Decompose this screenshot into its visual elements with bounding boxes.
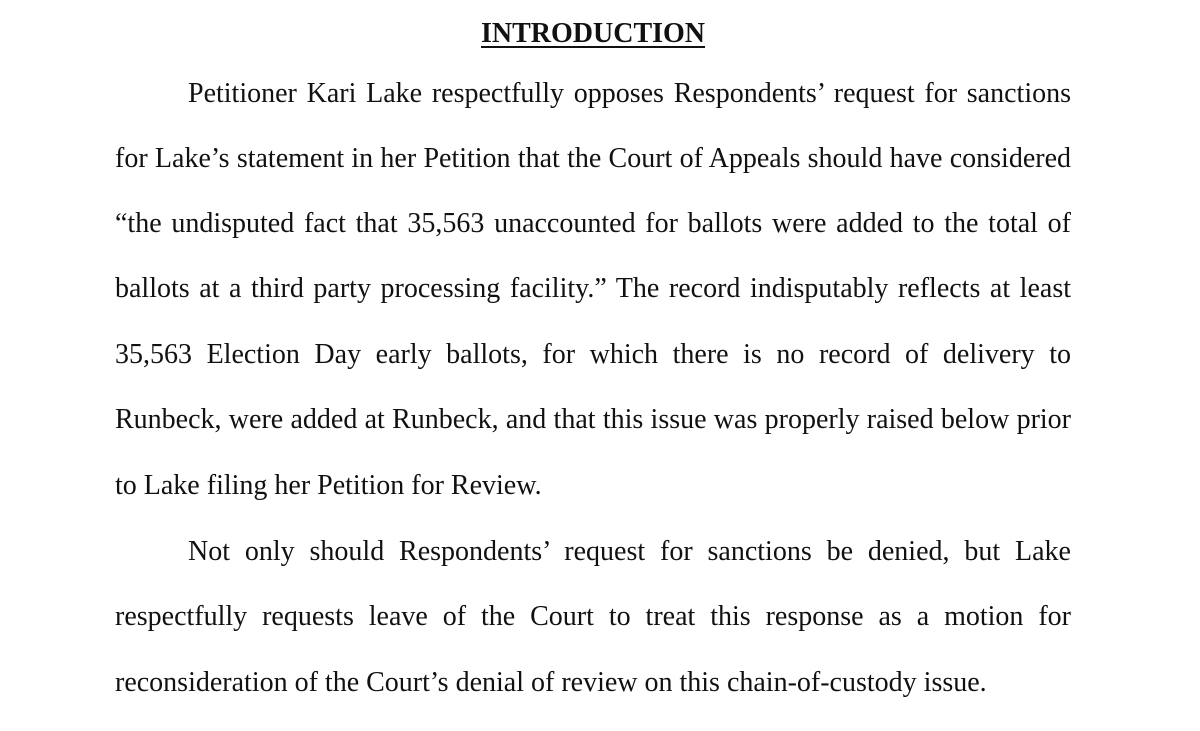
section-heading: INTRODUCTION: [480, 18, 706, 49]
document-page: [115, 0, 1071, 731]
paragraph-line: respectfully requests leave of the Court to treat this response as a motion for: [115, 601, 1071, 632]
paragraph-line: 35,563 Election Day early ballots, for which there is no record of delivery to: [115, 339, 1071, 370]
paragraph-line: Petitioner Kari Lake respectfully opposes Respondents’ request for sanctions: [188, 78, 1071, 109]
paragraph-line: for Lake’s statement in her Petition that the Court of Appeals should have considered: [115, 143, 1071, 174]
paragraph-line: ballots at a third party processing facility.” The record indisputably reflects at least: [115, 273, 1071, 304]
paragraph-line: reconsideration of the Court’s denial of review on this chain-of-custody issue.: [115, 667, 987, 698]
paragraph-line: Runbeck, were added at Runbeck, and that this issue was properly raised below prior: [115, 404, 1071, 435]
paragraph-line: to Lake filing her Petition for Review.: [115, 470, 542, 501]
paragraph-line: “the undisputed fact that 35,563 unaccounted for ballots were added to the total of: [115, 208, 1071, 239]
paragraph-line: Not only should Respondents’ request for sanctions be denied, but Lake: [188, 536, 1071, 567]
